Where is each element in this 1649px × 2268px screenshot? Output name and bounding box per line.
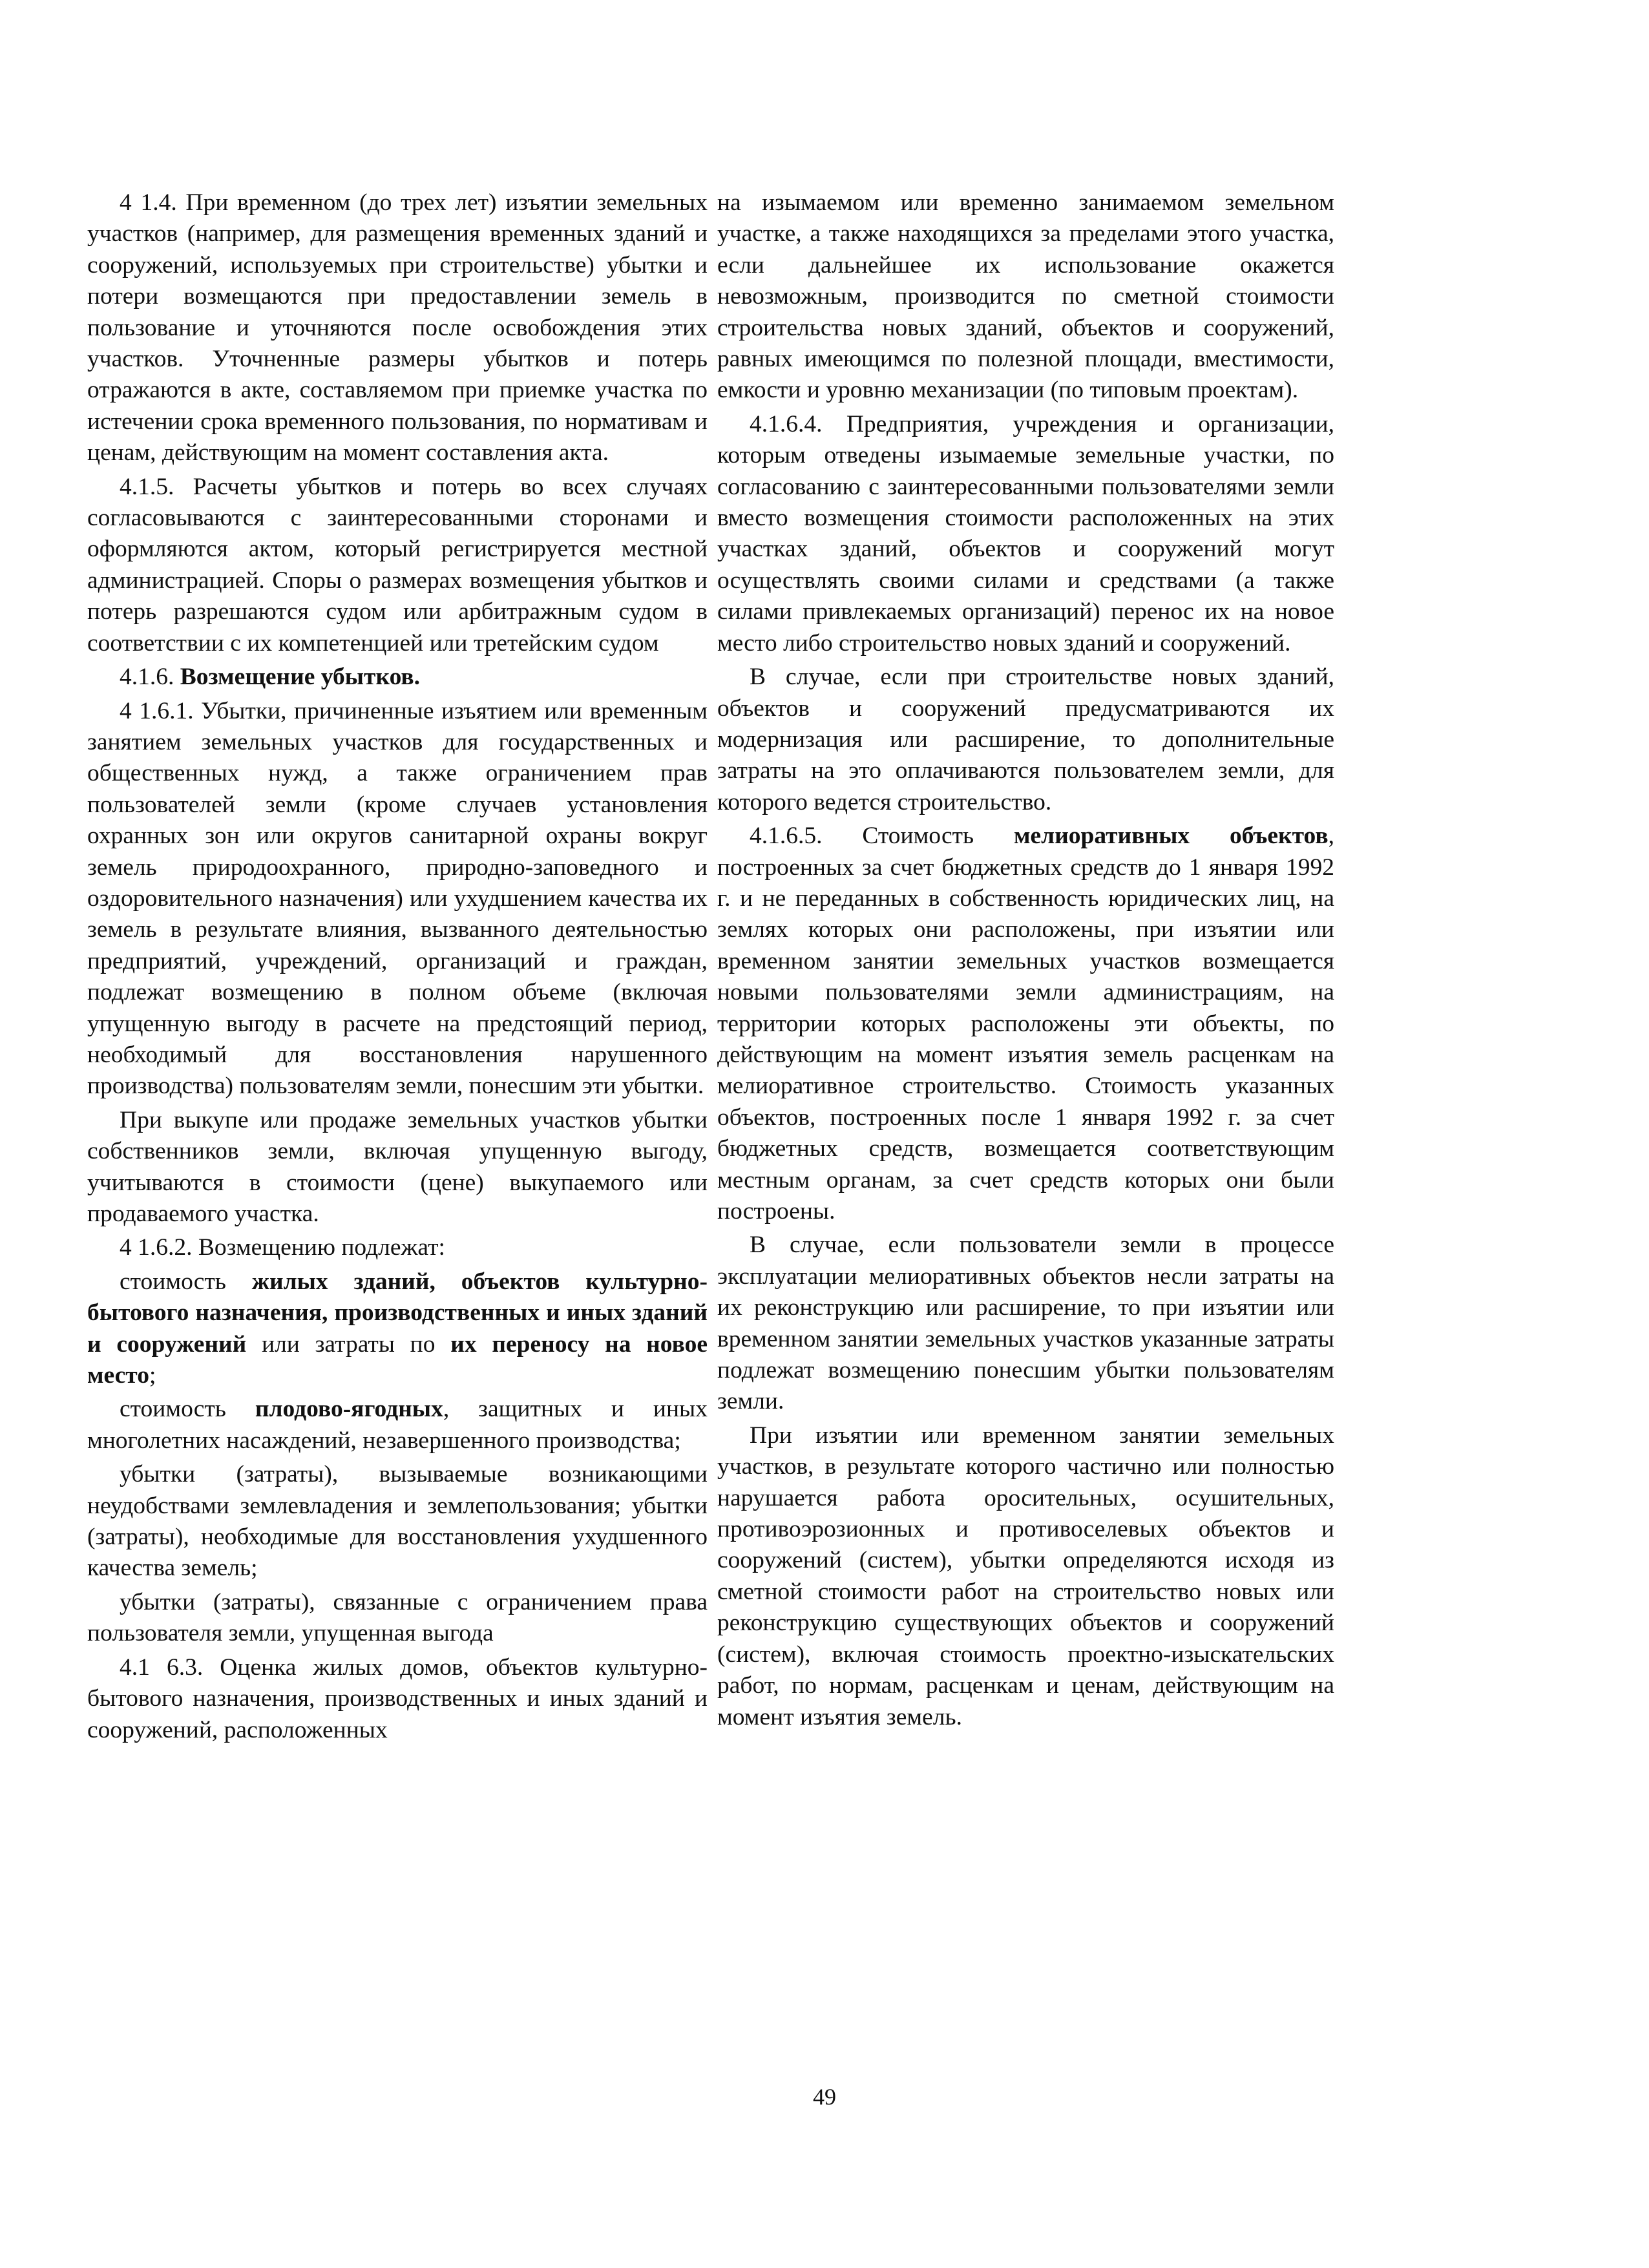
paragraph-4-1-6-3-continued: на изымаемом или временно занимаемом земельном участке, а также находящихся за пределами этого участка, если дальнейшее их использование окажется невозможным, производится по сметной стоимости строительства новых зданий, объектов и сооружений, равных имеющимся по полезной площади, вместимости, емкости и уровню механизации (по типовым проектам). (717, 189, 1334, 404)
list-item-inconvenience-losses: убытки (затраты), вызываемые возникающими неудобствами землевладения и землепользования; убытки (затраты), необходимые для восстановления ухудшенного качества земель; (87, 1461, 708, 1582)
list-item-restriction-losses: убытки (затраты), связанные с ограничением права пользователя земли, упущенная выгода (87, 1588, 708, 1647)
paragraph-modernization: В случае, если при строительстве новых зданий, объектов и сооружений предусматриваются их модернизация или расширение, то дополнительные затраты на это оплачиваются пользователем земли, для которого ведется строительство. (717, 664, 1334, 815)
section-heading-4-1-6 (87, 662, 708, 693)
paragraph-4-1-6-5: 4.1.6.5. Стоимость мелиоративных объектов, построенных за счет бюджетных средств до 1 января 1992 г. и не переданных в собственность юридических лиц, на землях которых они расположены, при изъятии или временном занятии земельных участков возмещается новыми пользователями земли администрациям, на территории которых расположены эти объекты, по действующим на момент изъятия земель расценкам на мелиоративное строительство. Стоимость указанных объектов, построенных после 1 января 1992 г. за счет бюджетных средств, возмещается соответствующим местным органам, за счет средств которых они были построены. (717, 823, 1334, 1224)
left-column (87, 187, 708, 1748)
paragraph-4-1-6-3: 4.1 6.3. Оценка жилых домов, объектов культурно-бытового назначения, производственных и иных зданий и сооружений, расположенных (87, 1654, 708, 1743)
bold-fruit-berry: плодово-ягодных (255, 1396, 443, 1423)
bold-buildings: жилых зданий, объектов культурно-бытового назначения, производственных и иных зданий и сооружений (87, 1268, 708, 1358)
paragraph-irrigation-systems: При изъятии или временном занятии земельных участков, в результате которого частично или полностью нарушается работа оросительных, осушительных, противоэрозионных и противоселевых объектов и сооружений (систем), убытки определяются исходя из сметной стоимости работ на строительство новых или реконструкцию существующих объектов и сооружений (систем), включая стоимость проектно-изыскательских работ, по нормам, расценкам и ценам, действующим на момент изъятия земель. (717, 1422, 1334, 1730)
paragraph-4-1-4: 4 1.4. При временном (до трех лет) изъятии земельных участков (например, для размещения временных зданий и сооружений, используемых при строительстве) убытки и потери возмещаются при предоставлении земель в пользование и уточняются после освобождения этих участков. Уточненные размеры убытков и потерь отражаются в акте, составляемом при приемке участка по истечении срока временного пользования, по нормативам и ценам, действующим на момент составления акта. (87, 189, 708, 467)
paragraph-buyout: При выкупе или продаже земельных участков убытки собственников земли, включая упущенную выгоду, учитываются в стоимости (цене) выкупаемого или продаваемого участка. (87, 1106, 708, 1227)
paragraph-4-1-6-1: 4 1.6.1. Убытки, причиненные изъятием или временным занятием земельных участков для государственных и общественных нужд, а также ограничением прав пользователей земли (кроме случаев установления охранных зон или округов санитарной охраны вокруг земель природоохранного, природно-заповедного и оздоровительного назначения) или ухудшением качества их земель в результате влияния, вызванного деятельностью предприятий, учреждений, организаций и граждан, подлежат возмещению в полном объеме (включая упущенную выгоду в расчете на предстоящий период, необходимый для восстановления нарушенного производства) пользователям земли, понесшим эти убытки. (87, 697, 708, 1100)
paragraph-4-1-6-4: 4.1.6.4. Предприятия, учреждения и организации, которым отведены изымаемые земельные участки, по согласованию с заинтересованными пользователями земли вместо возмещения стоимости расположенных на этих участках зданий, объектов и сооружений могут осуществлять своими силами и средствами (а также силами привлекаемых организаций) перенос их на новое место либо строительство новых зданий и сооружений. (717, 410, 1334, 656)
list-item-buildings: стоимость жилых зданий, объектов культурно-бытового назначения, производственных и иных зданий и сооружений или затраты по их переносу на новое место; (87, 1268, 708, 1389)
paragraph-4-1-5: 4.1.5. Расчеты убытков и потерь во всех случаях согласовываются с заинтересованными сторонами и оформляются актом, который регистрируется местной администрацией. Споры о размерах возмещения убытков и потерь разрешаются судом или арбитражным судом в соответствии с их компетенцией или третейским судом (87, 473, 708, 656)
bold-melioration-objects: мелиоративных объектов (1013, 823, 1329, 850)
paragraph-4-1-6-2: 4 1.6.2. Возмещению подлежат: (120, 1234, 445, 1261)
list-item-plantings: стоимость плодово-ягодных, защитных и иных многолетних насаждений, незавершенного производства; (87, 1396, 708, 1454)
bold-relocation: их переносу на новое место (87, 1330, 708, 1389)
page-number: 49 (813, 2084, 836, 2110)
paragraph-reconstruction: В случае, если пользователи земли в процессе эксплуатации мелиоративных объектов несли затраты на их реконструкцию или расширение, то при изъятии или временном занятии земельных участков указанные затраты подлежат возмещению понесшим убытки пользователям земли. (717, 1232, 1334, 1415)
section-title: Возмещение убытков. (180, 664, 421, 691)
right-column (717, 187, 1334, 1736)
section-number: 4.1.6. (120, 664, 174, 691)
